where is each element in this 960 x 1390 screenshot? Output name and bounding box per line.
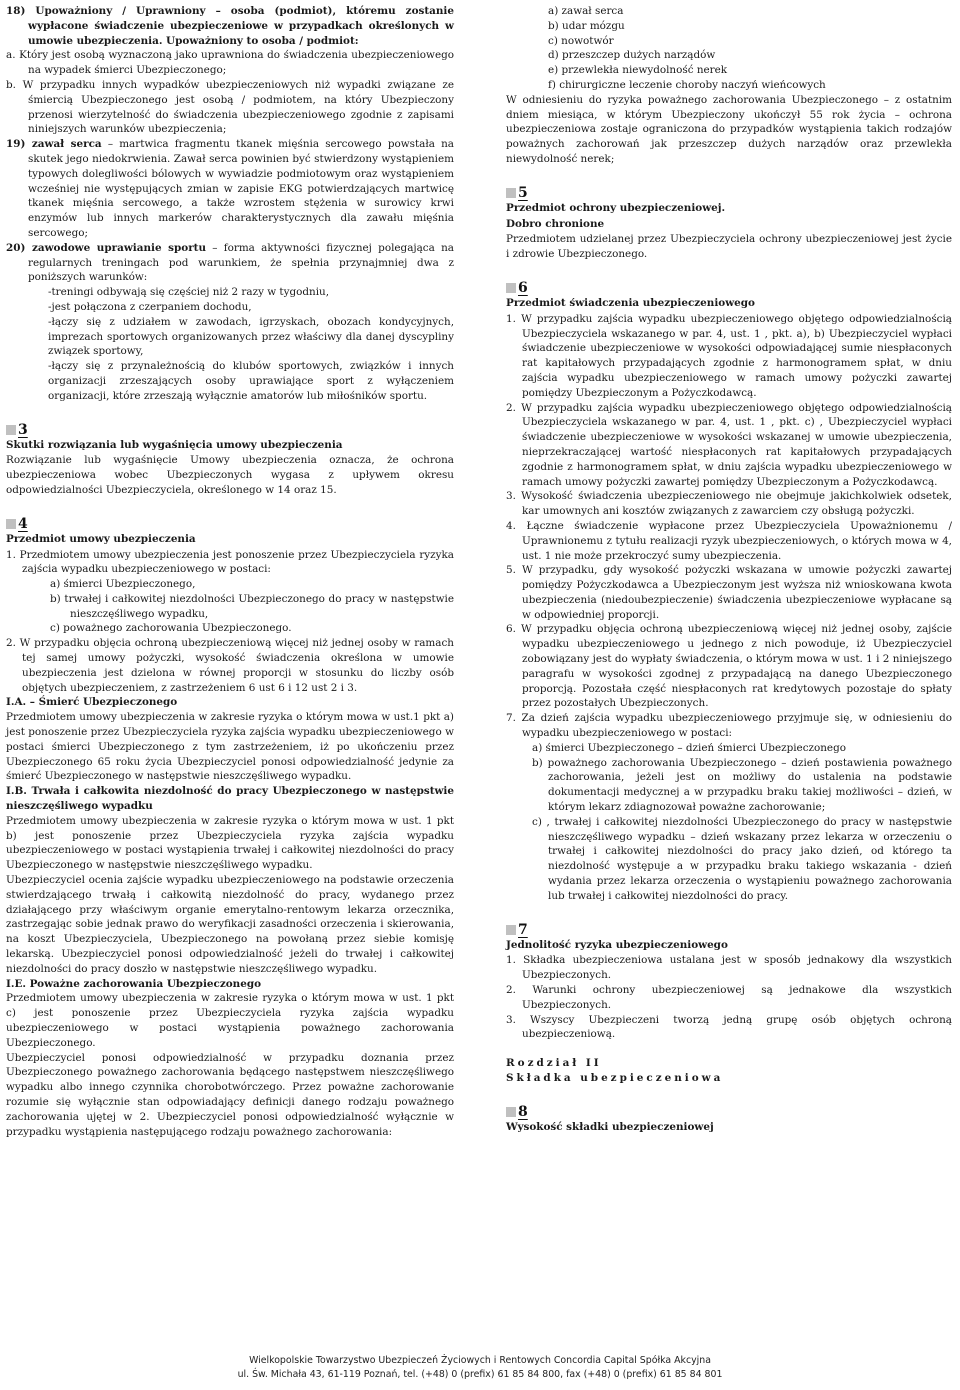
section-4-p1-item: b) trwałej i całkowitej niezdolności Ubezpieczonego do pracy w następstwie nieszczęśliwego wypadku, <box>50 592 454 620</box>
section-7-number-text: 7 <box>518 921 528 938</box>
definition-20-text: – forma aktywności fizycznej polegająca na regularnych treningach pod warunkiem, że spełnia przynajmniej dwa z poniższych warunków: <box>28 241 454 284</box>
illness-list-item: e) przewlekła niewydolność nerek <box>548 64 728 77</box>
section-marker <box>506 925 516 935</box>
subsection-ib-text: Ubezpieczyciel ocenia zajście wypadku ubezpieczeniowego na podstawie orzeczenia stwierdzającego trwałą i całkowitą niezdolność do pracy, wydanego przez działającego przy właściwym organie emerytalno-rentowym lekarza orzecznika, zastrzegając sobie jednak prawo do weryfikacji zasadności orzeczenia i skierowania, na koszt Ubezpieczyciela, Ubezpieczonego na powołaną przez siebie komisję lekarską. Ubezpieczyciel ponosi odpowiedzialność jeżeli do trwałej i całkowitej niezdolności do pracy doszło w następstwie nieszczęśliwego wypadku. <box>6 874 454 975</box>
section-4-number-text: 4 <box>18 515 28 532</box>
subsection-ia-title: I.A. – Śmierć Ubezpieczonego <box>6 696 178 709</box>
section-6-item: 1. W przypadku zajścia wypadku ubezpieczeniowego objętego odpowiedzialnością Ubezpieczyciela wskazanego w par. 4, ust. 1 , pkt. a), b) Ubezpieczyciel wypłaci świadczenie ubezpieczeniowe w wysokości odpowiadającej sumie niespłaconych rat kapitałowych przypadających zgodnie z harmonogramem spłat, w dniu zajścia wypadku ubezpieczeniowego w ramach umowy pożyczki zawartej pomiędzy Ubezpieczonym a Pożyczkodawcą. <box>506 312 952 399</box>
section-3-number <box>6 422 454 438</box>
section-6-title: Przedmiot świadczenia ubezpieczeniowego <box>506 296 755 309</box>
footer-company-name: Wielkopolskie Towarzystwo Ubezpieczeń Życiowych i Rentowych Concordia Capital Spółka Akcyjna <box>249 1355 711 1366</box>
section-5-number <box>506 185 952 201</box>
section-6-p7-item: a) śmierci Ubezpieczonego – dzień śmierci Ubezpieczonego <box>532 741 846 754</box>
section-5-number-text: 5 <box>518 184 528 201</box>
section-6-item: 6. W przypadku objęcia ochroną ubezpieczeniową więcej niż jednej osoby, zajście wypadku ubezpieczeniowego u jednego z nich powoduje, iż Ubezpieczyciel zobowiązany jest do wypłaty świadczenia, o którym mowa w ust. 1 i 2 niniejszego paragrafu w wysokości zgodnej z przypadającą na danego Ubezpieczonego proporcją. Pozostała część niespłaconych rat kredytowych pozostaje do spłaty przez pozostałych Ubezpieczonych. <box>506 623 952 710</box>
section-4-number <box>6 516 454 532</box>
subsection-ib-title: I.B. Trwała i całkowita niezdolność do pracy Ubezpieczonego w następstwie nieszczęśliwego wypadku <box>6 785 454 813</box>
definition-20-item: -łączy się z udziałem w zawodach, igrzyskach, obozach kondycyjnych, imprezach sportowych organizowanych przez właściwy dla danej dyscypliny związek sportowy, <box>48 315 454 358</box>
section-7-item: 3. Wszyscy Ubezpieczeni tworzą jedną grupę osób objętych ochroną ubezpieczeniową. <box>506 1013 952 1041</box>
footer-address: ul. Św. Michała 43, 61-119 Poznań, tel. (+48) 0 (prefix) 61 85 84 800, fax (+48) 0 (prefix) 61 85 84 801 <box>237 1369 723 1380</box>
section-3-text: Rozwiązanie lub wygaśnięcie Umowy ubezpieczenia oznacza, że ochrona ubezpieczeniowa wobec Ubezpieczonych wygasa z upływem okresu odpowiedzialności Ubezpieczyciela, określonego w 14 oraz 15. <box>6 454 454 496</box>
chapter-heading: Rozdział II <box>506 1057 602 1070</box>
illness-limitation-text: W odniesieniu do ryzyka poważnego zachorowania Ubezpieczonego – z ostatnim dniem miesiąca, w którym Ubezpieczony ukończył 55 rok życia – ochrona ubezpieczeniowa zostaje ograniczona do przypadków wystąpienia takich rodzajów poważnych zachorowań jak przeszczep dużych narządów oraz przewlekła niewydolność nerek; <box>506 93 952 165</box>
section-8-number <box>506 1104 952 1120</box>
definition-20-item: -treningi odbywają się częściej niż 2 razy w tygodniu, <box>48 286 330 299</box>
section-5-title: Przedmiot ochrony ubezpieczeniowej. <box>506 201 726 214</box>
section-6-p7-item: c) , trwałej i całkowitej niezdolności Ubezpieczonego do pracy w następstwie nieszczęśliwego wypadku – dzień wskazany przez lekarza w orzeczeniu o trwałej i całkowitej niezdolności do pracy jako dzień, od którego ta niezdolność występuje a w przypadku braku takiego wskazania - dzień wydania przez lekarza orzeczenia o wystąpieniu poważnego zachorowania lub trwałej i całkowitej niezdolności do pracy. <box>532 815 952 902</box>
section-5-subtitle: Dobro chronione <box>506 217 605 230</box>
illness-list-item: b) udar mózgu <box>548 19 625 32</box>
subsection-ie-text: Przedmiotem umowy ubezpieczenia w zakresie ryzyka o którym mowa w ust. 1 pkt c) jest ponoszenie przez Ubezpieczyciela ryzyka zajścia wypadku ubezpieczeniowego w postaci wystąpienia poważnego zachorowania Ubezpieczonego. <box>6 992 454 1049</box>
definition-18 <box>6 4 454 48</box>
page-footer <box>0 1354 960 1382</box>
section-4-title: Przedmiot umowy ubezpieczenia <box>6 532 196 545</box>
definition-20-item: -łączy się z przynależnością do klubów sportowych, związków i innych organizacji zrzeszających osoby uprawiające sport z wyłączeniem organizacji, które zrzeszają wyłącznie amatorów lub miłośników sportu. <box>48 360 454 402</box>
section-5-text: Przedmiotem udzielanej przez Ubezpieczyciela ochrony ubezpieczeniowej jest życie i zdrowie Ubezpieczonego. <box>506 233 952 261</box>
section-8-number-text: 8 <box>518 1103 528 1120</box>
section-3-number-text: 3 <box>18 421 28 438</box>
definition-18-text: 18) Upoważniony / Uprawniony – osoba (podmiot), któremu zostanie wypłacone świadczenie ubezpieczeniowe w przypadkach określonych w umowie ubezpieczenia. Upoważniony to osoba / podmiot: <box>6 5 454 47</box>
illness-list-item: f) chirurgiczne leczenie choroby naczyń wieńcowych <box>548 78 826 91</box>
section-6-number-text: 6 <box>518 279 528 296</box>
section-marker <box>6 519 16 529</box>
section-6-number <box>506 280 952 296</box>
chapter-subheading: Składka ubezpieczeniowa <box>506 1072 724 1084</box>
subsection-ie-title: I.E. Poważne zachorowania Ubezpieczonego <box>6 977 262 990</box>
definition-18b: b. W przypadku innych wypadków ubezpieczeniowych niż wypadki związane ze śmiercią Ubezpieczonego jest osobą / podmiotem, na który Ubezpieczony przenosi wierzytelność do świadczenia ubezpieczeniowego zgodnie z zapisami niniejszych warunków ubezpieczenia; <box>6 78 454 136</box>
section-6-p7-item: b) poważnego zachorowania Ubezpieczonego – dzień postawienia poważnego zachorowania, jeżeli jest on możliwy do ustalenia na podstawie dokumentacji medycznej a w przypadku braku takiej możliwości – dzień, w którym lekarz zdiagnozował poważne zachorowanie; <box>532 756 952 814</box>
subsection-ie-text: Ubezpieczyciel ponosi odpowiedzialność w przypadku doznania przez Ubezpieczonego poważnego zachorowania będącego następstwem nieszczęśliwego wypadku albo innego czynnika chorobotwórczego. Przez poważne zachorowanie rozumie się wyłącznie stan odpowiadający definicji danego rodzaju poważnego zachorowania ujętej w 2. Ubezpieczyciel ponosi odpowiedzialność wyłącznie w przypadku wystąpienia następującego rodzaju poważnego zachorowania: <box>6 1051 454 1138</box>
section-7-title: Jednolitość ryzyka ubezpieczeniowego <box>506 938 728 951</box>
subsection-ib-text: Przedmiotem umowy ubezpieczenia w zakresie ryzyka o którym mowa w ust. 1 pkt b) jest ponoszenie przez Ubezpieczyciela ryzyka zajścia wypadku ubezpieczeniowego w postaci wystąpienia trwałej i całkowitej niezdolności do pracy Ubezpieczonego w następstwie nieszczęśliwego wypadku. <box>6 814 454 872</box>
left-column <box>6 4 454 1139</box>
definition-19-label: 19) zawał serca <box>6 138 102 151</box>
section-6-item: 3. Wysokość świadczenia ubezpieczeniowego nie obejmuje jakichkolwiek odsetek, kar umownych ani kosztów związanych z zawarciem czy obsługą pożyczki. <box>506 490 952 518</box>
section-8-title: Wysokość składki ubezpieczeniowej <box>506 1120 714 1133</box>
right-column <box>506 4 952 1136</box>
illness-list-item: c) nowotwór <box>548 34 614 47</box>
definition-20-item: -jest połączona z czerpaniem dochodu, <box>48 300 252 313</box>
section-marker <box>506 1107 516 1117</box>
section-7-item: 2. Warunki ochrony ubezpieczeniowej są jednakowe dla wszystkich Ubezpieczonych. <box>506 984 952 1011</box>
section-4-p2: 2. W przypadku objęcia ochroną ubezpieczeniową więcej niż jednej osoby w ramach tej samej umowy pożyczki, wysokość świadczenia określona w umowie ubezpieczenia jest dzielona w równej proporcji w stosunku do liczby osób objętych ubezpieczeniem, z zastrzeżeniem 6 ust 6 i 12 ust 2 i 3. <box>6 637 454 694</box>
section-4-p1: 1. Przedmiotem umowy ubezpieczenia jest ponoszenie przez Ubezpieczyciela ryzyka zajścia wypadku ubezpieczeniowego w postaci: <box>6 548 454 576</box>
definition-19 <box>6 137 454 241</box>
section-marker <box>6 425 16 435</box>
definition-20-label: 20) zawodowe uprawianie sportu <box>6 241 207 254</box>
section-6-item: 4. Łączne świadczenie wypłacone przez Ubezpieczyciela Upoważnionemu / Uprawnionemu z tytułu realizacji ryzyk ubezpieczeniowych, o których mowa w 4, ust. 1 nie może przekroczyć sumy ubezpieczenia. <box>506 519 952 562</box>
section-marker <box>506 283 516 293</box>
section-6-item: 5. W przypadku, gdy wysokość pożyczki wskazana w umowie pożyczki zawartej pomiędzy Pożyczkodawca a Ubezpieczonym jest wyższa niż wnioskowana kwota ubezpieczenia (niedoubezpieczenie) świadczenia ubezpieczeniowe wypłacane są w odpowiedniej proporcji. <box>506 564 952 621</box>
section-marker <box>506 188 516 198</box>
definition-18a: a. Który jest osobą wyznaczoną jako uprawniona do świadczenia ubezpieczeniowego na wypadek śmierci Ubezpieczonego; <box>6 49 454 77</box>
definition-19-text: – martwica fragmentu tkanek mięśnia sercowego powstała na skutek jego niedokrwienia. Zawał serca powinien być stwierdzony wystąpieniem typowych dolegliwości bólowych w wywiadzie podmiotowym oraz wystąpieniem wcześniej nie występujących zmian w zapisie EKG potwierdzających martwicę tkanek mięśnia sercowego, a także wzrostem stężenia w surowicy krwi enzymów lub innych markerów charakterystycznych dla zawału mięśnia sercowego; <box>28 138 454 239</box>
subsection-ia-text: Przedmiotem umowy ubezpieczenia w zakresie ryzyka o którym mowa w ust.1 pkt a) jest ponoszenie przez Ubezpieczyciela ryzyka zajścia wypadku ubezpieczeniowego w postaci śmierci Ubezpieczonego z tym zastrzeżeniem, iż po ukończeniu przez Ubezpieczonego 65 roku życia Ubezpieczyciel ponosi odpowiedzialność jedynie za śmierć Ubezpieczonego w następstwie nieszczęśliwego wypadku. <box>6 711 454 783</box>
section-6-item: 7. Za dzień zajścia wypadku ubezpieczeniowego przyjmuje się, w odniesieniu do wypadku ubezpieczeniowego w postaci: <box>506 712 952 740</box>
section-7-number <box>506 922 952 938</box>
illness-list-item: a) zawał serca <box>548 5 624 17</box>
definition-20 <box>6 241 454 285</box>
section-7-item: 1. Składka ubezpieczeniowa ustalana jest w sposób jednakowy dla wszystkich Ubezpieczonych. <box>506 954 952 982</box>
illness-list-item: d) przeszczep dużych narządów <box>548 49 716 62</box>
section-4-p1-item: a) śmierci Ubezpieczonego, <box>50 578 196 591</box>
section-4-p1-item: c) poważnego zachorowania Ubezpieczonego. <box>50 622 292 635</box>
section-6-item: 2. W przypadku zajścia wypadku ubezpieczeniowego objętego odpowiedzialnością Ubezpieczyciela wskazanego w par. 4, ust. 1 , pkt. c) , Ubezpieczyciel wypłaci świadczenie ubezpieczeniowe w wysokości wskazanej w umowie ubezpieczenia, nieprzekraczającej wartość niespłaconych rat kapitałowych przypadających zgodnie z harmonogramem spłat, w dniu zajścia wypadku ubezpieczeniowego w ramach umowy pożyczki zawartej pomiędzy Ubezpieczonym a Pożyczkodawcą. <box>506 401 952 488</box>
section-3-title: Skutki rozwiązania lub wygaśnięcia umowy ubezpieczenia <box>6 438 343 451</box>
